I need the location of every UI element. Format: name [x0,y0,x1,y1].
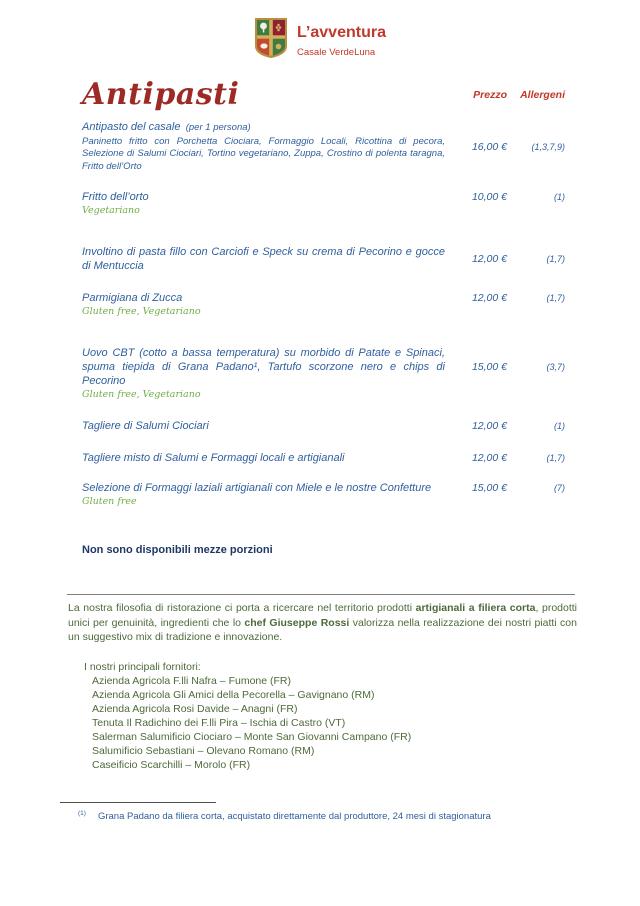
footnote-text: Grana Padano da filiera corta, acquistato direttamente dal produttore, 24 mesi di stagionatura [97,810,491,822]
menu-item-text [82,346,445,388]
item-name: Tagliere di Salumi Ciociari [82,420,209,433]
menu-item-text [82,451,445,465]
item-price: 12,00 € [471,253,507,266]
philosophy-segment: valorizza nella realizzazione dei nostri piatti con un suggestivo mix di tradizione e innovazione. [68,616,577,644]
item-title [82,120,445,135]
item-dietary-tags: Gluten free [82,496,137,508]
item-title [82,481,445,495]
logo-crest-icon [254,17,288,64]
supplier-item: Azienda Agricola F.lli Nafra – Fumone (FR) [92,674,291,687]
philosophy-bold-segment: chef Giuseppe Rossi [244,616,350,629]
menu-item-text [82,419,445,433]
menu-item-row [82,419,565,433]
menu-item-row [82,346,565,388]
item-allergens: (1,3,7,9) [531,141,565,152]
menu-item-row [82,120,565,173]
restaurant-logo [0,0,640,64]
menu-item-row [82,481,565,495]
item-name: Uovo CBT (cotto a bassa temperatura) su morbido di Patate e Spinaci, spuma tiepida di Grana Padano¹, Tartufo scorzone nero e chips di Pecorino [82,347,445,388]
item-allergens: (3,7) [546,362,565,373]
item-name: Parmigiana di Zucca [82,292,183,305]
menu-item [82,190,565,217]
menu-item [82,419,565,433]
item-dietary-tags: Gluten free, Vegetariano [82,306,201,318]
philosophy-bold-segment: artigianali a filiera corta [415,602,536,615]
menu-item [82,346,565,401]
logo-subtitle: Casale VerdeLuna [297,46,376,58]
item-allergens: (1) [554,192,565,203]
menu-item-row [82,190,565,204]
price-column-header: Prezzo [473,89,507,101]
item-price: 15,00 € [471,361,507,374]
supplier-item: Caseificio Scarchilli – Morolo (FR) [92,758,251,771]
section-title: Antipasti [82,77,240,112]
item-allergens: (1,7) [546,293,565,304]
logo-title: L’avventura [297,23,386,41]
item-title [82,346,445,388]
menu-item [82,245,565,273]
item-price: 16,00 € [471,140,507,153]
item-title [82,419,445,433]
suppliers-list [92,674,640,772]
menu-item-row [82,245,565,273]
menu-item-row [82,291,565,305]
supplier-item: Tenuta Il Radichino dei F.lli Pira – Ischia di Castro (VT) [92,716,346,729]
item-allergens: (1,7) [546,453,565,464]
item-allergens: (7) [554,483,565,494]
half-portions-notice: Non sono disponibili mezze porzioni [82,544,273,557]
menu-item-text [82,481,445,495]
philosophy-paragraph [68,601,577,645]
item-title [82,245,445,273]
item-allergens: (1,7) [546,254,565,265]
item-price: 15,00 € [471,482,507,495]
supplier-item: Azienda Agricola Gli Amici della Pecorella – Gavignano (RM) [92,688,375,701]
item-name: Fritto dell’orto [82,191,149,204]
footnote [78,808,585,823]
section-divider [67,594,575,595]
item-title [82,291,445,305]
supplier-item: Salumificio Sebastiani – Olevano Romano (RM) [92,744,315,757]
philosophy-segment: , prodotti unici per genuinità, ingredienti che lo [68,602,578,629]
philosophy-segment: La nostra filosofia di ristorazione ci porta a ricercare nel territorio prodotti [68,602,416,615]
item-name: Antipasto del casale [82,121,181,133]
item-title [82,451,445,465]
allergen-column-header: Allergeni [520,89,565,101]
item-price: 12,00 € [471,292,507,305]
item-name: Involtino di pasta fillo con Carciofi e Speck su crema di Pecorino e gocce di Mentuccia [82,246,445,273]
supplier-item: Azienda Agricola Rosi Davide – Anagni (FR) [92,702,298,715]
menu-item-row [82,451,565,465]
item-title [82,190,445,204]
item-price: 12,00 € [471,420,507,433]
menu-item-text [82,120,445,173]
menu-item-text [82,245,445,273]
section-header-row [0,64,640,114]
item-note: (per 1 persona) [180,122,251,133]
item-name: Selezione di Formaggi laziali artigianali con Miele e le nostre Confetture [82,482,432,495]
item-name: Tagliere misto di Salumi e Formaggi locali e artigianali [82,452,345,465]
item-price: 12,00 € [471,452,507,465]
item-dietary-tags: Gluten free, Vegetariano [82,389,201,401]
menu-items-list [0,114,640,508]
menu-item-text [82,291,445,305]
menu-item-text [82,190,445,204]
menu-item [82,291,565,318]
item-dietary-tags: Vegetariano [82,205,140,217]
supplier-item: Salerman Salumificio Ciociaro – Monte San Giovanni Campano (FR) [92,730,412,743]
menu-item [82,451,565,465]
footnote-marker: (1) [78,809,86,817]
item-description: Paninetto fritto con Porchetta Ciociara, Formaggio Locali, Ricottina di pecora, Selezione di Salumi Ciociari, Tortino vegetariano, Zuppa, Crostino di polenta taragna, Fritto dell’Orto [82,136,445,172]
suppliers-intro: I nostri principali fornitori: [84,660,201,673]
item-price: 10,00 € [471,191,507,204]
menu-item [82,481,565,508]
item-allergens: (1) [554,421,565,432]
menu-item [82,120,565,173]
footnote-divider [60,802,216,803]
